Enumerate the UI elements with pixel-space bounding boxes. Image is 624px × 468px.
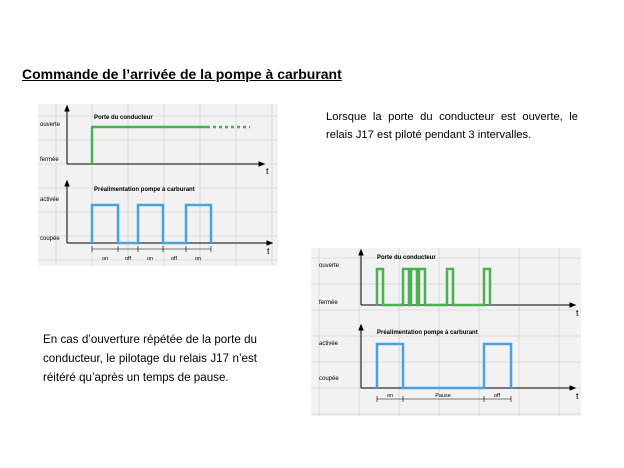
door-panel-title: Porte du conducteur	[94, 115, 153, 121]
pump-signal	[92, 205, 211, 243]
interval-label: Pause	[435, 393, 451, 399]
timing-diagram-single	[38, 104, 278, 266]
interval-label: on	[146, 256, 154, 262]
pump-panel-title: Préalimentation pompe à carburant	[377, 330, 478, 336]
pump-time-axis: t	[267, 246, 270, 256]
timing-diagram-single-svg	[38, 104, 278, 266]
pump-time-axis: t	[576, 391, 579, 401]
interval-label: on	[386, 393, 394, 399]
interval-label: on	[194, 256, 202, 262]
pump-panel-title: Préalimentation pompe à carburant	[94, 187, 195, 193]
grid	[38, 104, 278, 266]
interval-label: off	[170, 256, 178, 262]
door-time-axis: t	[266, 166, 269, 176]
timing-diagram-repeated-svg	[311, 248, 581, 416]
pump-signal	[377, 344, 511, 388]
interval-label: off	[124, 256, 132, 262]
interval-label: on	[101, 256, 109, 262]
door-time-axis: t	[576, 308, 579, 318]
interval-label: off	[493, 393, 501, 399]
door-low-label: fermée	[40, 157, 59, 163]
door-low-label: fermée	[319, 300, 338, 306]
page-title: Commande de l’arrivée de la pompe à carburant	[22, 66, 342, 82]
repeat-paragraph: En cas d’ouverture répétée de la porte du conducteur, le pilotage du relais J17 n’est réitéré qu’après un temps de pause.	[43, 333, 257, 384]
pump-high-label: activée	[319, 341, 339, 347]
door-high-label: ouverte	[40, 122, 61, 128]
door-panel-title: Porte du conducteur	[377, 255, 436, 261]
timing-diagram-repeated	[311, 248, 581, 416]
door-open-signal	[92, 127, 210, 164]
door-open-signal	[377, 269, 490, 305]
pump-low-label: coupée	[40, 236, 60, 242]
interval-markers	[92, 246, 211, 252]
pump-high-label: activée	[40, 197, 60, 203]
pump-low-label: coupée	[319, 376, 339, 382]
door-high-label: ouverte	[319, 263, 340, 269]
intro-paragraph: Lorsque la porte du conducteur est ouverte, le relais J17 est piloté pendant 3 intervalles.	[326, 111, 578, 141]
